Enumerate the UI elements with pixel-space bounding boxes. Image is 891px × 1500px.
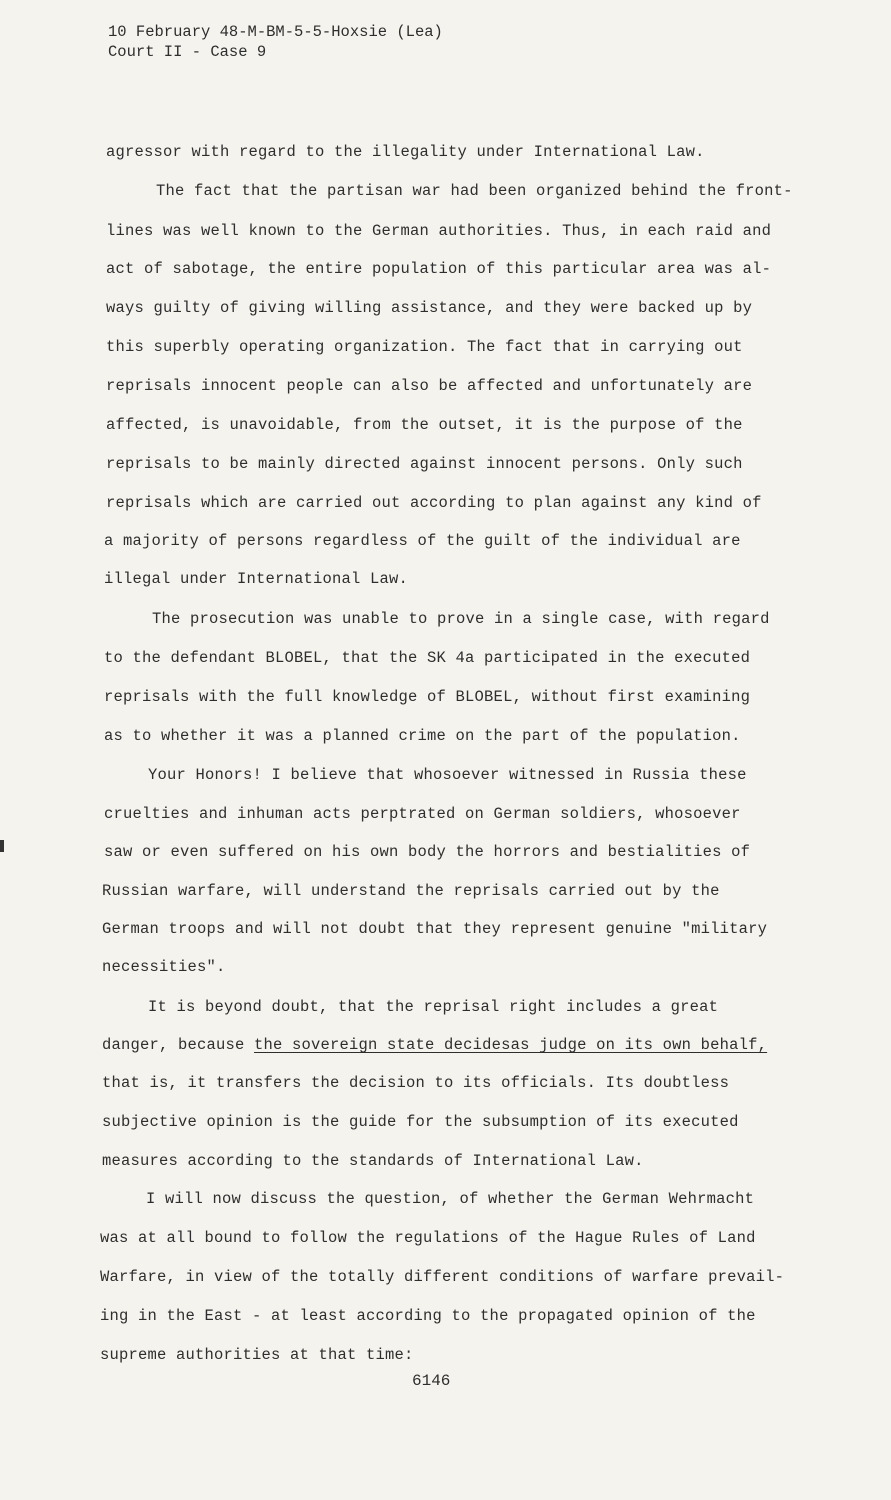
document-header — [108, 22, 443, 62]
text-line: act of sabotage, the entire population of this particular area was al- — [106, 260, 772, 278]
text-line: Russian warfare, will understand the reprisals carried out by the — [102, 882, 720, 900]
text-line: The prosecution was unable to prove in a single case, with regard — [152, 610, 770, 628]
text-line: I will now discuss the question, of whether the German Wehrmacht — [146, 1190, 755, 1208]
header-date-line: 10 February 48-M-BM-5-5-Hoxsie (Lea) — [108, 23, 443, 41]
text-line: ing in the East - at least according to the propagated opinion of the — [100, 1307, 756, 1325]
text-line: measures according to the standards of International Law. — [102, 1152, 644, 1170]
text-line: affected, is unavoidable, from the outset, it is the purpose of the — [106, 416, 743, 434]
text-line: Warfare, in view of the totally different conditions of warfare prevail- — [100, 1268, 785, 1286]
underlined-phrase: the sovereign state decidesas judge on its own behalf, — [254, 1036, 768, 1054]
text-line: ways guilty of giving willing assistance, and they were backed up by — [106, 299, 753, 317]
text-line: a majority of persons regardless of the guilt of the individual are — [104, 532, 741, 550]
text-line: cruelties and inhuman acts perptrated on German soldiers, whosoever — [104, 805, 741, 823]
text-line: was at all bound to follow the regulations of the Hague Rules of Land — [100, 1229, 756, 1247]
text-line: It is beyond doubt, that the reprisal right includes a great — [148, 998, 719, 1016]
text-line — [102, 1036, 767, 1054]
text-line: supreme authorities at that time: — [100, 1346, 414, 1364]
text-line: The fact that the partisan war had been organized behind the front- — [156, 182, 793, 200]
text-line: to the defendant BLOBEL, that the SK 4a participated in the executed — [104, 649, 751, 667]
text-line: subjective opinion is the guide for the subsumption of its executed — [102, 1113, 739, 1131]
text-line: Your Honors! I believe that whosoever witnessed in Russia these — [148, 766, 747, 784]
page-number: 6146 — [412, 1372, 451, 1390]
text-line: illegal under International Law. — [104, 570, 409, 588]
text-line: German troops and will not doubt that they represent genuine "military — [102, 920, 768, 938]
text-line: as to whether it was a planned crime on the part of the population. — [104, 727, 741, 745]
margin-mark — [0, 840, 4, 852]
header-court-line: Court II - Case 9 — [108, 43, 267, 61]
text-line: lines was well known to the German authorities. Thus, in each raid and — [106, 222, 772, 240]
text-segment: danger, because — [102, 1036, 255, 1054]
text-line: necessities". — [102, 958, 226, 976]
text-line: reprisals innocent people can also be affected and unfortunately are — [106, 377, 753, 395]
text-line: agressor with regard to the illegality under International Law. — [106, 143, 705, 161]
text-line: that is, it transfers the decision to its officials. Its doubtless — [102, 1074, 730, 1092]
text-line: reprisals with the full knowledge of BLOBEL, without first examining — [104, 688, 751, 706]
text-line: reprisals which are carried out according to plan against any kind of — [106, 494, 762, 512]
text-line: this superbly operating organization. The fact that in carrying out — [106, 338, 743, 356]
text-line: reprisals to be mainly directed against innocent persons. Only such — [106, 455, 743, 473]
text-line: saw or even suffered on his own body the horrors and bestialities of — [104, 843, 751, 861]
